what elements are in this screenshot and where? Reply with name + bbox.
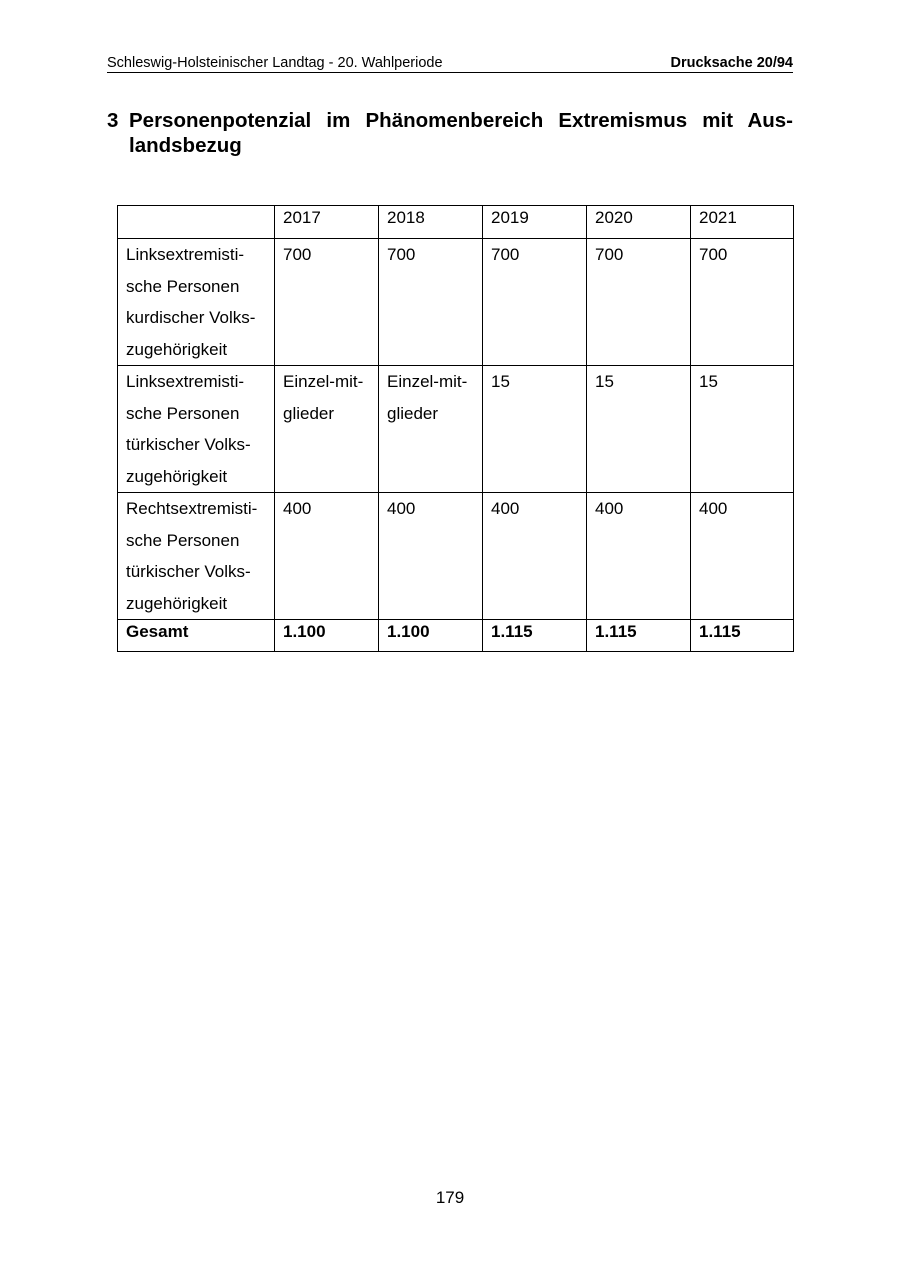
table-cell: 15 (483, 366, 587, 493)
table-cell: 700 (587, 239, 691, 366)
table-cell: 400 (483, 493, 587, 620)
data-table (117, 205, 794, 652)
total-cell: 1.100 (275, 620, 379, 652)
table-cell: 15 (587, 366, 691, 493)
section-title-line-2: landsbezug (129, 134, 242, 157)
table-cell: 15 (691, 366, 794, 493)
total-cell: 1.115 (587, 620, 691, 652)
column-header: 2018 (379, 206, 483, 239)
table-cell: 400 (275, 493, 379, 620)
column-header (118, 206, 275, 239)
total-cell: 1.115 (691, 620, 794, 652)
table-cell: 400 (691, 493, 794, 620)
document-number: Drucksache 20/94 (670, 55, 793, 71)
table-cell: 700 (691, 239, 794, 366)
table-cell: 700 (275, 239, 379, 366)
column-header: 2021 (691, 206, 794, 239)
row-label: Rechtsextremisti- sche Personen türkischer Volks- zugehörigkeit (118, 493, 275, 620)
table-row (118, 493, 794, 620)
table-cell: 700 (483, 239, 587, 366)
column-header: 2017 (275, 206, 379, 239)
total-label: Gesamt (118, 620, 275, 652)
table-cell: 400 (379, 493, 483, 620)
total-cell: 1.100 (379, 620, 483, 652)
total-row (118, 620, 794, 652)
table-cell: Einzel-mit- glieder (275, 366, 379, 493)
row-label: Linksextremisti- sche Personen kurdischer Volks- zugehörigkeit (118, 239, 275, 366)
table-cell: 700 (379, 239, 483, 366)
table-header-row (118, 206, 794, 239)
table-cell: 400 (587, 493, 691, 620)
total-cell: 1.115 (483, 620, 587, 652)
section-title-line-1: Personenpotenzial im Phänomenbereich Extremismus mit Aus- (129, 109, 793, 132)
page-number: 179 (435, 1188, 465, 1207)
table-cell: Einzel-mit- glieder (379, 366, 483, 493)
column-header: 2019 (483, 206, 587, 239)
page-header (107, 55, 793, 73)
section-number: 3 (107, 109, 119, 132)
column-header: 2020 (587, 206, 691, 239)
table-row (118, 239, 794, 366)
row-label: Linksextremisti- sche Personen türkischer Volks- zugehörigkeit (118, 366, 275, 493)
table-row (118, 366, 794, 493)
header-title: Schleswig-Holsteinischer Landtag - 20. Wahlperiode (107, 55, 443, 71)
